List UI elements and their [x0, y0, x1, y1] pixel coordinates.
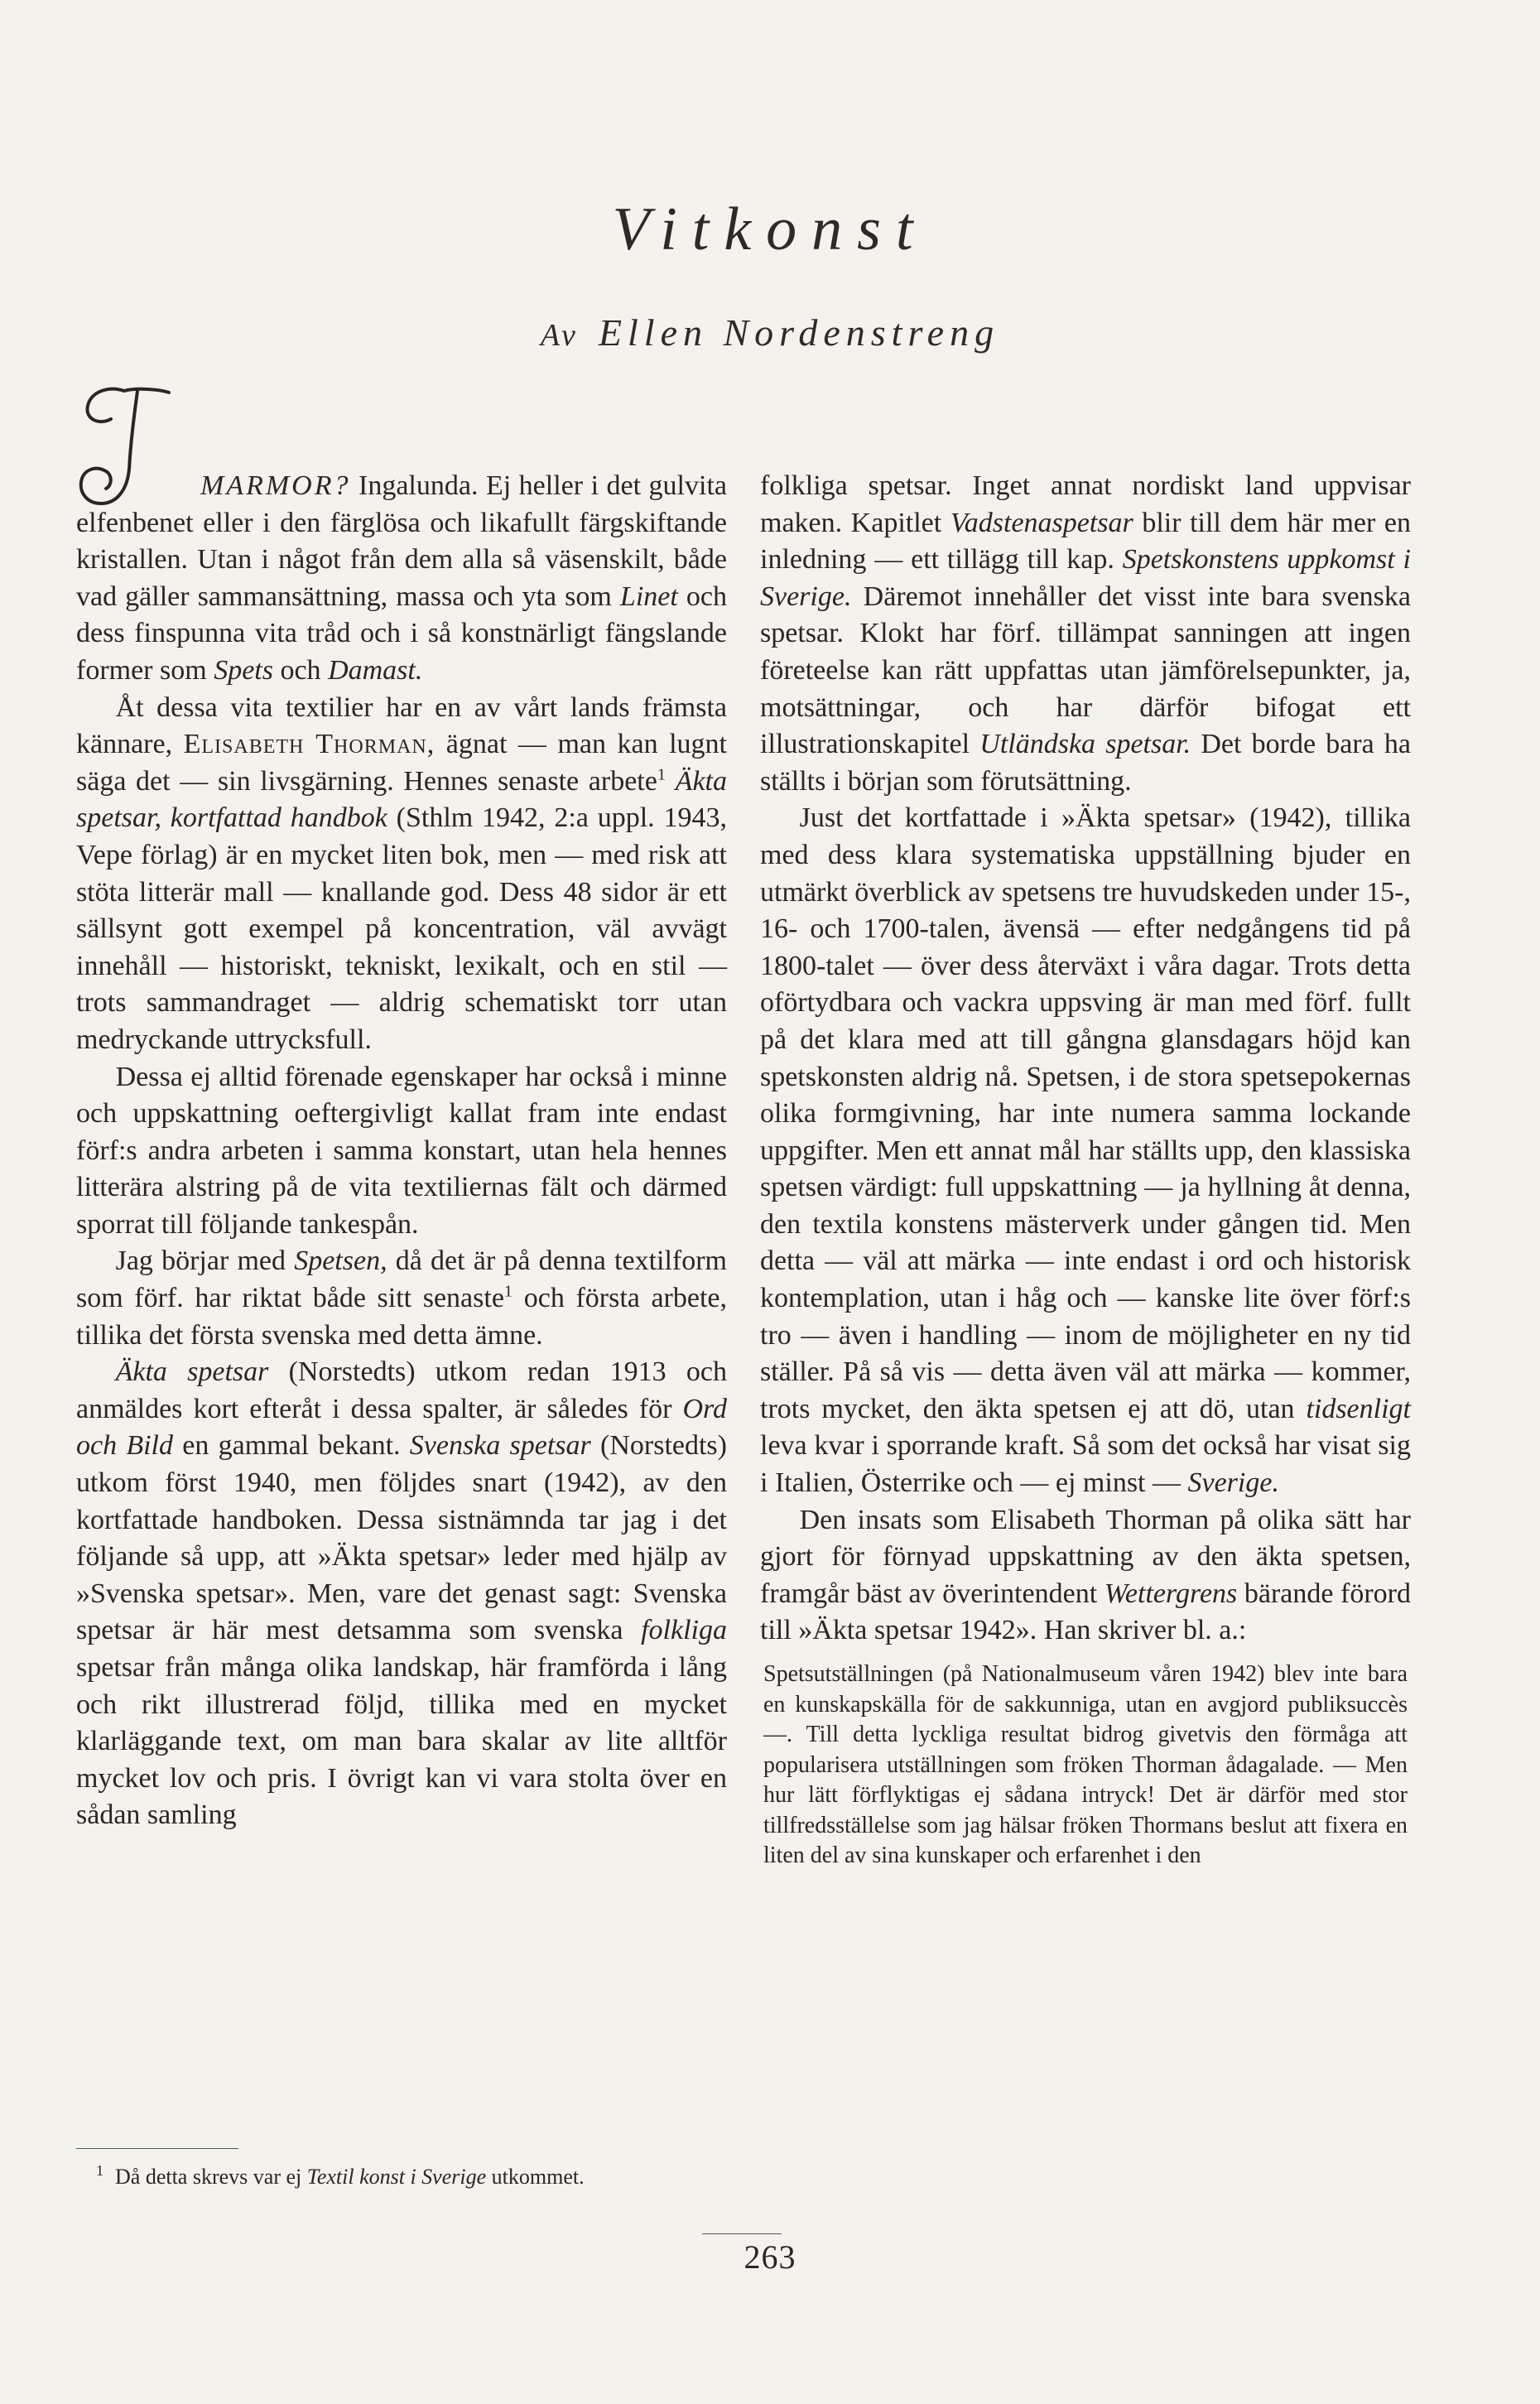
r1-utlandska: Utländska spetsar. — [979, 729, 1191, 760]
r1-uppkomst: Spetskonstens uppkomst i Sverige. — [760, 544, 1411, 612]
r1-text-b: blir till dem här mer en inledning — ett tillägg till kap. — [760, 507, 1411, 576]
p1-text-a: Ingalunda. Ej heller i det gulvita elfenbenet eller i den färglösa och likafullt färgskiftande kristallen. Utan i något från dem alla så väsenskilt, både vad gäller sammansättning, massa och yta som — [76, 470, 727, 612]
p1-spets: Spets — [214, 654, 273, 686]
p5-folkliga: folkliga — [641, 1615, 727, 1646]
p1-damast: Damast. — [328, 654, 423, 686]
p5-svenska: Svenska spetsar — [409, 1430, 591, 1462]
p2-text-a: Åt dessa vita textilier har en av vårt lands främsta kännare, — [76, 691, 727, 760]
r3-wettergrens: Wettergrens — [1104, 1578, 1238, 1609]
r2-text-a: Just det kortfattade i »Äkta spetsar» (1942), tillika med dess klara systematiska uppställning bjuder en utmärkt överblick av spetsens tre huvudskeden under 15-, 16- och 1700-talen, ävensä — efter nedgångens tid på 1800-talet — över dess återväxt i våra dagar. Trots detta oförtydbara och vackra uppsving är man med förf. fullt på det klara med att till gångna glansdagars höjd kan spetskonsten aldrig nå. Spetsen, i de stora spetsepokernas olika formgivning, har inte numera samma lockande uppgifter. Men ett annat mål har ställts upp, den klassiska spetsen värdigt: full uppskattning — ja hyllning åt denna, den textila konstens mästerverk under gången tid. Men detta — väl att märka — inte endast i ord och historisk kontemplation, utan i håg och — kanske lite över förf:s tro — även i handling — inom de möjligheter en ny tid ställer. På så vis — detta även väl att märka — kommer, trots mycket, den äkta spetsen ej att dö, utan — [760, 802, 1411, 1424]
p2-text-b: ägnat — man kan lugnt säga det — sin livsgärning. Hennes senaste arbete — [76, 729, 727, 797]
r1-vadstena: Vadstenaspetsar — [950, 507, 1133, 538]
right-column — [760, 468, 1411, 1872]
r3-text-a: Den insats som Elisabeth Thorman på olika sätt har gjort för förnyad uppskattning av den äkta spetsen, framgår bäst av överintendent — [760, 1504, 1411, 1609]
footnote-text-b: utkommet. — [486, 2165, 585, 2189]
left-column — [76, 468, 727, 1834]
footnote-marker: 1 — [96, 2162, 103, 2180]
r2-text-b: leva kvar i sporrande kraft. Så som det också har visat sig i Italien, Österrike och — ej minst — — [760, 1430, 1411, 1499]
byline-prefix: Av — [540, 318, 579, 353]
p1-och: och — [272, 654, 329, 686]
p5-text-a: (Norstedts) utkom redan 1913 och anmäldes kort efteråt i dessa spalter, är således för — [76, 1356, 727, 1424]
p2-text-c: (Sthlm 1942, 2:a uppl. 1943, Vepe förlag) är en mycket liten bok, men — med risk att stöta litterär mall — knallande god. Dess 48 sidor är ett sällsynt gott exempel på koncentration, väl avvägt innehåll — historiskt, tekniskt, lexikalt, och en stil — trots sammandraget — aldrig schematiskt torr utan medryckande uttrycksfull. — [76, 802, 727, 1055]
r2-tidsenligt: tidsenligt — [1306, 1393, 1411, 1424]
p1-linet: Linet — [619, 581, 678, 612]
paragraph-4 — [76, 1243, 727, 1354]
paragraph-r3 — [760, 1502, 1411, 1650]
r1-text-d: Det borde bara ha ställts i början som förutsättning. — [760, 729, 1412, 797]
footnote-ref: 1 — [657, 765, 667, 784]
r1-text-a: folkliga spetsar. Inget annat nordiskt land uppvisar maken. Kapitlet — [760, 470, 1411, 538]
opening-word: MARMOR? — [200, 470, 351, 501]
p2-booktitle: Äkta spetsar, kortfattad handbok — [76, 765, 727, 834]
p4-text-c: och första arbete, tillika det första svenska med detta ämne. — [76, 1283, 728, 1351]
p2-name: Elisabeth Thorman, — [183, 729, 436, 760]
p5-text-c: (Norstedts) utkom först 1940, men följdes snart (1942), av den kortfattade handboken. Dessa sistnämnda tar jag i det följande så upp, att »Äkta spetsar» leder med hjälp av »Svenska spetsar». Men, vare det genast sagt: Svenska spetsar är här mest detsamma som svenska — [76, 1430, 727, 1646]
article-title: Vitkonst — [612, 195, 928, 263]
r3-text-b: bärande förord till »Äkta spetsar 1942». Han skriver bl. a.: — [760, 1578, 1412, 1646]
p1-text-b: och dess finspunna vita tråd och i så konstnärligt fängslande former som — [76, 581, 727, 686]
r1-text-c: Däremot innehåller det visst inte bara svenska spetsar. Klokt har förf. tillämpat sanningen att ingen företeelse kan rätt uppfattas utan jämförelsepunkter, ja, motsättningar, och har därför bifogat ett illustrationskapitel — [760, 581, 1411, 760]
quote-text: Spetsutställningen (på Nationalmuseum våren 1942) blev inte bara en kunskapskälla för de sakkunniga, utan en avgjord publiksuccès —. Till detta lyckliga resultat bidrog givetvis den förmåga att popularisera utställningen som fröken Thorman ådagalade. — Men hur lätt förflyktigas ej sådana intryck! Det är därför med stor tillfredsställelse som jag hälsar fröken Thormans beslut att fixera en liten del av sina kunskaper och erfarenhet i den — [763, 1661, 1408, 1868]
footnote-divider — [76, 2148, 238, 2149]
block-quote — [760, 1660, 1411, 1872]
paragraph-r1 — [760, 468, 1411, 800]
page-number-rule — [702, 2233, 782, 2234]
page-number: 263 — [744, 2238, 796, 2276]
p4-text-b: då det är på denna textilform som förf. har riktat både sitt senaste — [76, 1245, 728, 1314]
p4-text-a: Jag börjar med — [115, 1245, 295, 1277]
p5-ordochbild: Ord och Bild — [76, 1393, 727, 1462]
r2-sverige: Sverige. — [1187, 1467, 1279, 1499]
paragraph-3: Dessa ej alltid förenade egenskaper har också i minne och uppskattning oeftergivligt kallat fram inte endast förf:s andra arbeten i samma konstart, utan hela hennes litterära alstring på de vita textiliernas fält och därmed sporrat till följande tankespån. — [76, 1061, 727, 1240]
paragraph-1 — [76, 468, 727, 690]
paragraph-5 — [76, 1354, 727, 1834]
paragraph-2 — [76, 690, 727, 1059]
byline — [0, 311, 1540, 354]
footnote-ref-2: 1 — [503, 1282, 513, 1301]
footnote-text-a: Då detta skrevs var ej — [115, 2165, 307, 2189]
author-name: Ellen Nordenstreng — [598, 311, 1000, 354]
paragraph-r2 — [760, 800, 1411, 1501]
footnote — [76, 2163, 727, 2191]
p5-akta: Äkta spetsar — [115, 1356, 269, 1388]
p5-text-d: spetsar från många olika landskap, här framförda i lång och rikt illustrerad följd, tillika med en mycket klarläggande text, om man bara skalar av lite alltför mycket lov och pris. I övrigt kan vi vara stolta över en sådan samling — [76, 1652, 727, 1831]
footnote-title: Textil konst i Sverige — [306, 2165, 487, 2189]
p5-text-b: en gammal bekant. — [173, 1430, 410, 1462]
p4-spetsen: Spetsen, — [294, 1245, 387, 1277]
